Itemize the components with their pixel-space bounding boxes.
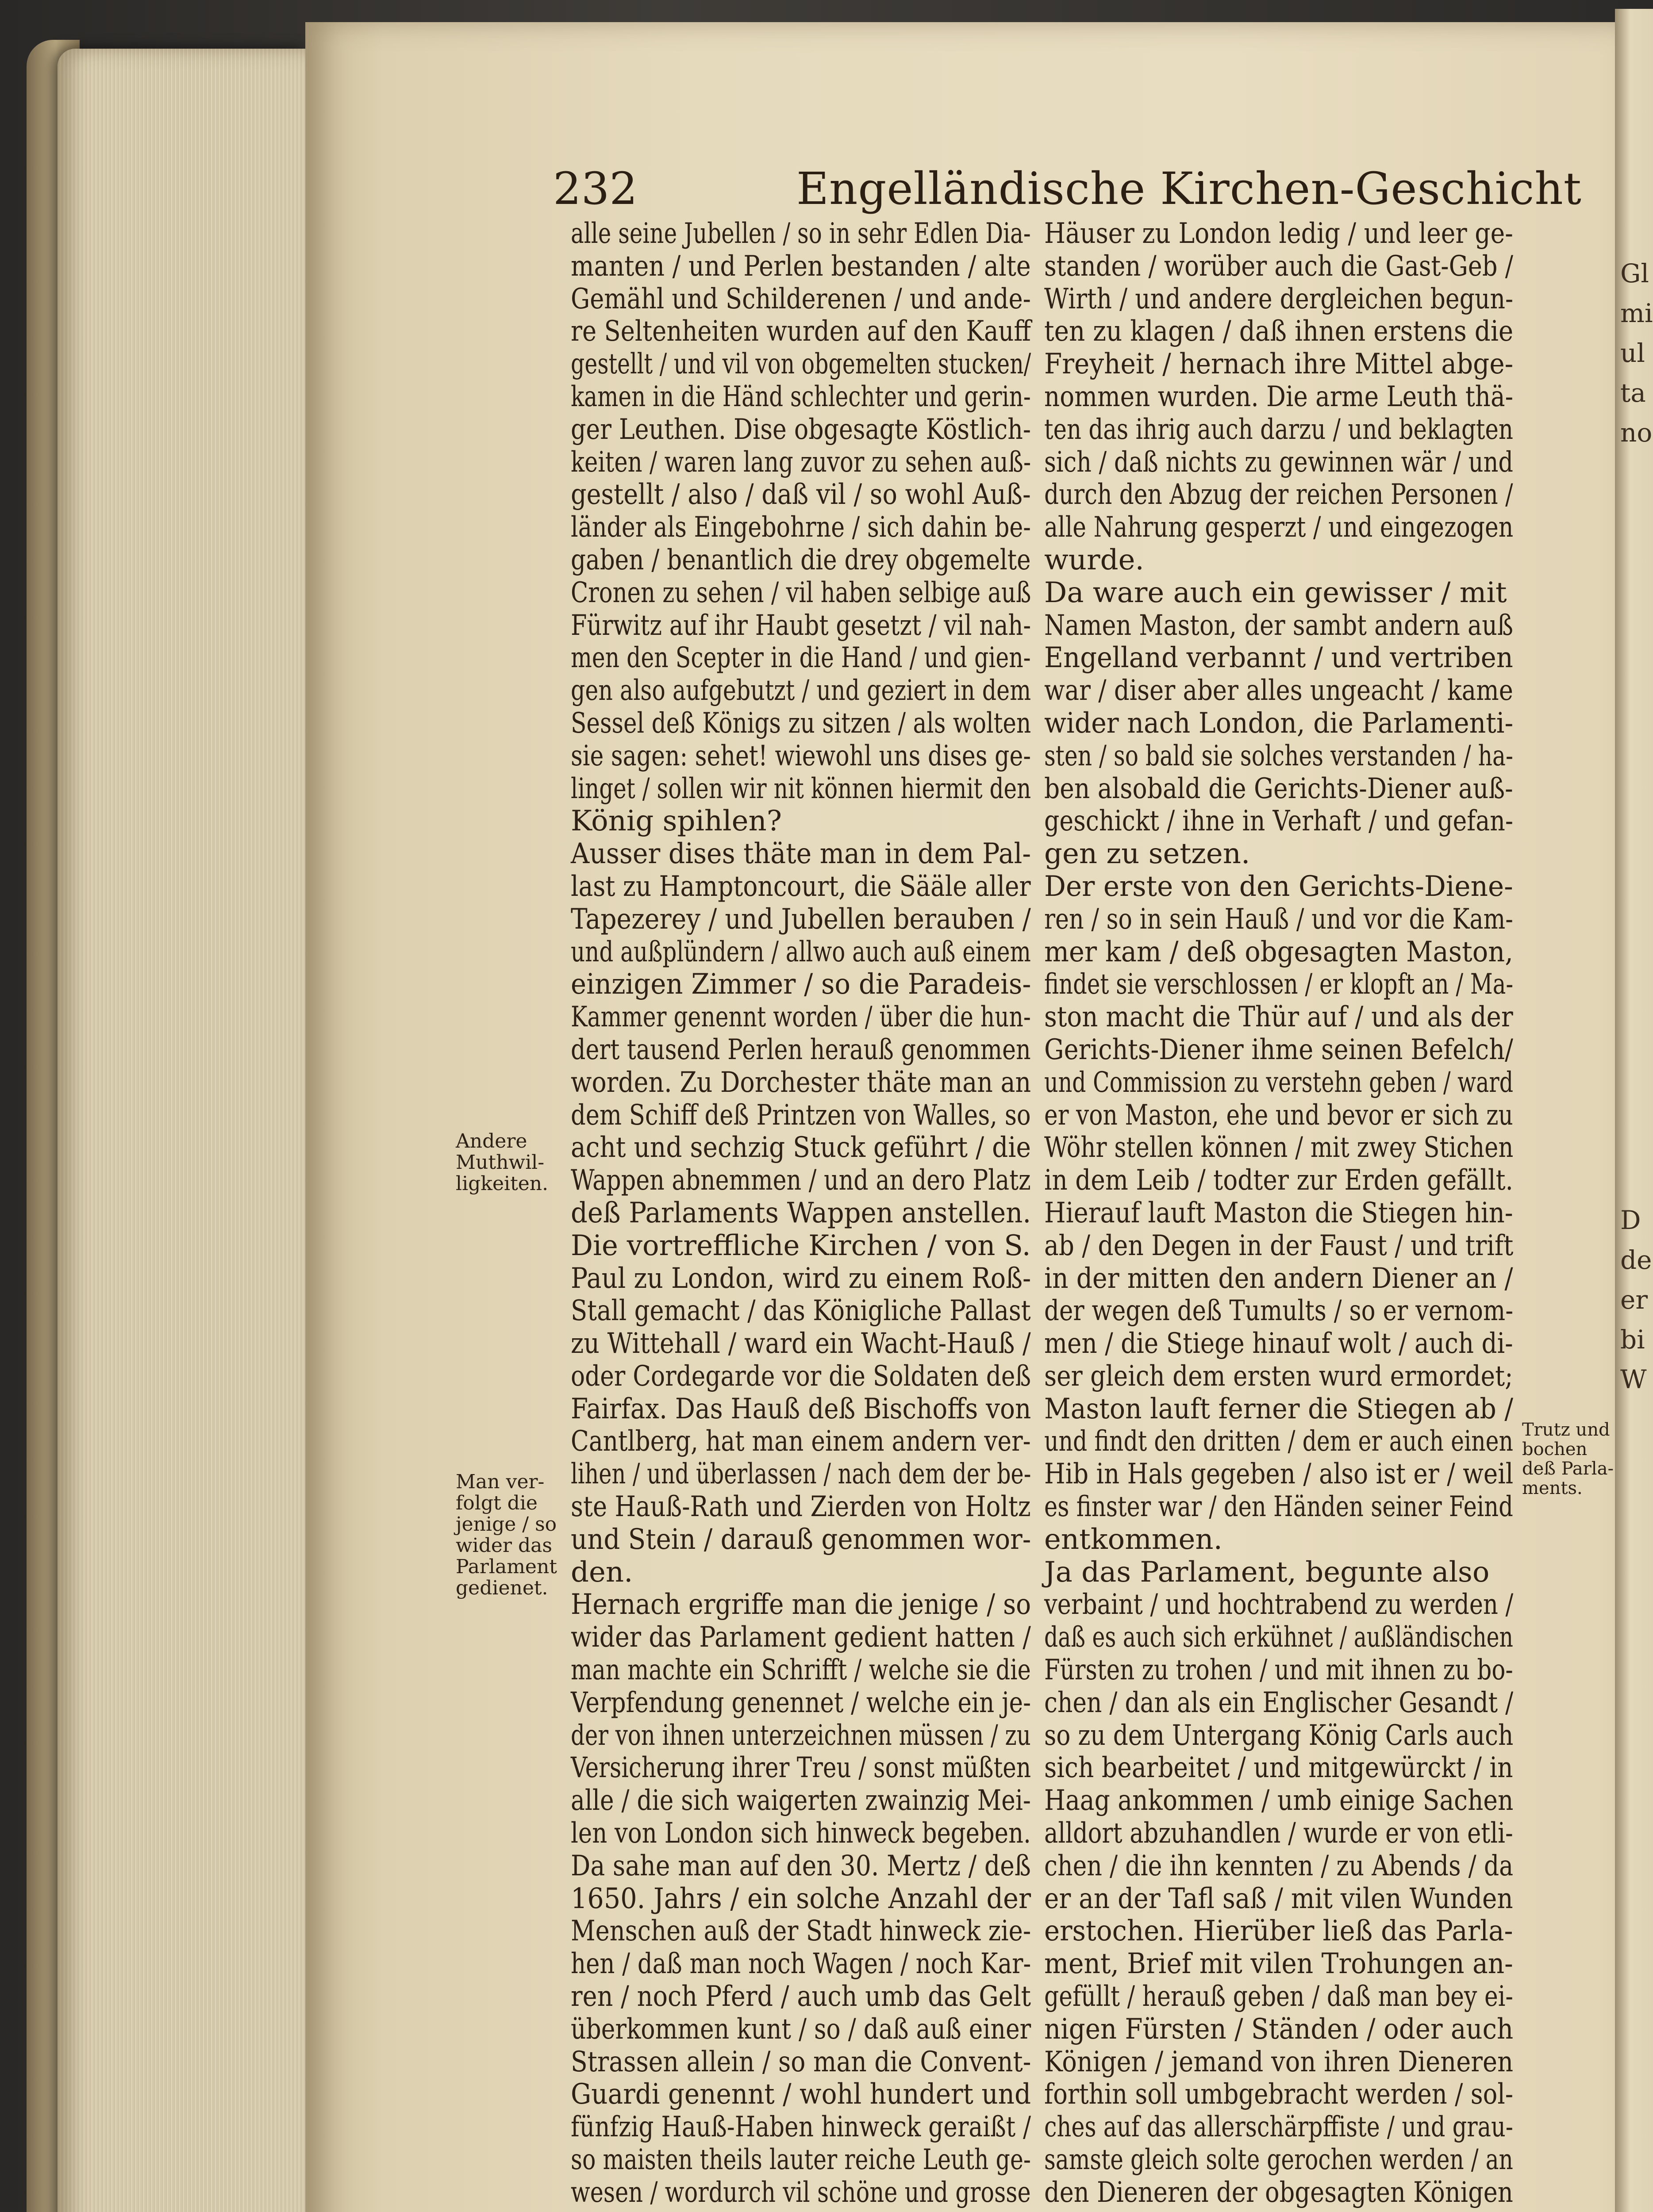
text-line: länder als Eingebohrne / sich dahin be- <box>571 511 1031 544</box>
text-line: ren / so in sein Hauß / und vor die Kam- <box>1044 902 1513 936</box>
next-page-edge <box>1615 9 1653 2212</box>
next-page-text-fragment: ul <box>1620 338 1645 368</box>
text-line: kamen in die Händ schlechter und gerin- <box>571 380 1031 413</box>
text-line: er an der Tafl saß / mit vilen Wunden <box>1044 1882 1513 1915</box>
text-line: findet sie verschlossen / er klopft an / Ma- <box>1044 968 1514 1001</box>
page-block-edges <box>58 49 305 2212</box>
text-line: Fürsten zu trohen / und mit ihnen zu bo- <box>1044 1654 1513 1687</box>
gloss-line: Parlament <box>456 1555 557 1578</box>
text-line: men / die Stiege hinauf wolt / auch di- <box>1044 1327 1513 1360</box>
next-page-text-fragment: W <box>1620 1364 1647 1394</box>
text-line: Wöhr stellen können / mit zwey Stichen <box>1044 1131 1514 1164</box>
next-page-text-fragment: de <box>1620 1245 1652 1275</box>
text-line: nommen wurden. Die arme Leuth thä- <box>1044 380 1514 413</box>
text-line: ment, Brief mit vilen Trohungen an- <box>1044 1947 1513 1981</box>
next-page-text-fragment: Gl <box>1620 258 1649 288</box>
text-line: alle / die sich waigerten zwainzig Mei- <box>571 1784 1031 1817</box>
text-line: ger Leuthen. Dise obgesagte Köstlich- <box>571 413 1031 446</box>
text-line: oder Cordegarde vor die Soldaten deß <box>571 1359 1031 1393</box>
text-line: gestellt / also / daß vil / so wohl Auß- <box>571 478 1031 511</box>
text-line: Engelland verbannt / und vertriben <box>1044 641 1513 675</box>
text-line: Namen Maston, der sambt andern auß <box>1044 609 1513 642</box>
running-title: Engelländische Kirchen-Geschicht <box>796 163 1582 215</box>
text-line: erstochen. Hierüber ließ das Parla- <box>1044 1915 1513 1948</box>
text-line: nigen Fürsten / Ständen / oder auch <box>1044 2012 1514 2046</box>
text-line: Ausser dises thäte man in dem Pal- <box>571 837 1031 871</box>
next-page-text-fragment: bi <box>1620 1325 1645 1355</box>
text-line: 1650. Jahrs / ein solche Anzahl der <box>571 1882 1031 1915</box>
text-line: gefüllt / herauß geben / daß man bey ei- <box>1044 1980 1513 2013</box>
text-line: der wegen deß Tumults / so er vernom- <box>1044 1294 1514 1328</box>
gloss-line: Man ver- <box>456 1471 545 1493</box>
gloss-line: folgt die <box>456 1492 538 1514</box>
text-line: wider das Parlament gedient hatten / <box>571 1621 1031 1654</box>
text-line: Haag ankommen / umb einige Sachen <box>1044 1784 1514 1817</box>
text-line: Gerichts-Diener ihme seinen Befelch/ <box>1044 1033 1513 1066</box>
gloss-line: gedienet. <box>456 1577 548 1599</box>
text-line: Guardi genennt / wohl hundert und <box>571 2078 1031 2111</box>
text-line: Versicherung ihrer Treu / sonst müßten <box>571 1751 1031 1785</box>
text-line: Fairfax. Das Hauß deß Bischoffs von <box>571 1392 1031 1425</box>
text-line: Da sahe man auf den 30. Mertz / deß <box>571 1849 1031 1882</box>
text-line: ches auf das allerschärpffiste / und grau- <box>1044 2111 1513 2144</box>
text-line: einzigen Zimmer / so die Paradeis- <box>571 968 1031 1001</box>
text-line: war / diser aber alles ungeacht / kame <box>1044 674 1513 707</box>
text-line: chen / die ihn kennten / zu Abends / da <box>1044 1849 1514 1882</box>
text-line: Hernach ergriffe man die jenige / so <box>571 1588 1031 1621</box>
text-line: dert tausend Perlen herauß genommen <box>571 1033 1031 1066</box>
text-line: men den Scepter in die Hand / und gien- <box>571 641 1031 675</box>
text-line: worden. Zu Dorchester thäte man an <box>571 1066 1031 1099</box>
gloss-line: bochen <box>1522 1439 1588 1459</box>
text-line: Wirth / und andere dergleichen begun- <box>1044 282 1514 315</box>
text-line: sie sagen: sehet! wiewohl uns dises ge- <box>571 739 1031 772</box>
text-line: und Commission zu verstehn geben / ward <box>1044 1066 1514 1099</box>
next-page-text-fragment: no <box>1620 418 1653 448</box>
text-line: last zu Hamptoncourt, die Sääle aller <box>571 870 1031 903</box>
text-line: Strassen allein / so man die Convent- <box>571 2045 1031 2078</box>
text-line: den Dieneren der obgesagten Königen <box>1044 2176 1513 2209</box>
text-line: Da ware auch ein gewisser / mit <box>1044 576 1507 609</box>
text-line: Der erste von den Gerichts-Diene- <box>1044 870 1513 903</box>
text-line: acht und sechzig Stuck geführt / die <box>571 1131 1031 1164</box>
text-line: daß es auch sich erkühnet / außländischen <box>1044 1621 1513 1654</box>
text-line: Cantlberg, hat man einem andern ver- <box>571 1425 1031 1458</box>
text-line: entkommen. <box>1044 1523 1222 1556</box>
text-line: Ja das Parlament, begunte also <box>1044 1555 1490 1589</box>
text-line: sich bearbeitet / und mitgewürckt / in <box>1044 1751 1513 1785</box>
text-line: der von ihnen unterzeichnen müssen / zu <box>571 1719 1031 1752</box>
right-text-column <box>1044 218 1518 2209</box>
page-number: 232 <box>553 163 638 215</box>
gloss-line: ments. <box>1522 1478 1583 1498</box>
text-line: wurde. <box>1044 543 1144 576</box>
text-line: ten zu klagen / daß ihnen erstens die <box>1044 315 1514 348</box>
text-line: ten das ihrig auch darzu / und beklagten <box>1044 413 1513 446</box>
gloss-line: ligkeiten. <box>456 1172 549 1195</box>
gloss-line: deß Parla- <box>1522 1459 1614 1479</box>
text-line: Wappen abnemmen / und an dero Platz <box>571 1164 1031 1197</box>
text-line: Häuser zu London ledig / und leer ge- <box>1044 217 1513 250</box>
text-line: sten / so bald sie solches verstanden / ha- <box>1044 739 1513 772</box>
text-line: samste gleich solte gerochen werden / an <box>1044 2143 1513 2177</box>
text-line: Die vortreffliche Kirchen / von S. <box>571 1229 1031 1262</box>
text-line: re Seltenheiten wurden auf den Kauff <box>571 315 1031 348</box>
text-line: Hierauf lauft Maston die Stiegen hin- <box>1044 1196 1513 1229</box>
text-line: ser gleich dem ersten wurd ermordet; <box>1044 1359 1513 1393</box>
text-line: chen / dan als ein Englischer Gesandt / <box>1044 1686 1514 1719</box>
text-line: Sessel deß Königs zu sitzen / als wolten <box>571 707 1031 740</box>
text-line: in dem Leib / todter zur Erden gefällt. <box>1044 1164 1513 1197</box>
gloss-line: Trutz und <box>1522 1420 1610 1440</box>
gloss-line: wider das <box>456 1534 552 1557</box>
text-line: man machte ein Schrifft / welche sie die <box>571 1654 1031 1687</box>
text-line: ab / den Degen in der Faust / und trift <box>1044 1229 1514 1262</box>
text-line: standen / worüber auch die Gast-Geb / <box>1044 250 1513 283</box>
text-line: alle Nahrung gesperzt / und eingezogen <box>1044 511 1514 544</box>
text-line: so maisten theils lauter reiche Leuth ge- <box>571 2143 1031 2177</box>
text-line: alle seine Jubellen / so in sehr Edlen Dia- <box>571 217 1031 250</box>
margin-gloss-man-verfolgt <box>456 1471 557 1599</box>
text-line: ren / noch Pferd / auch umb das Gelt <box>571 1980 1031 2013</box>
text-line: wesen / wordurch vil schöne und grosse <box>571 2176 1031 2209</box>
text-line: Tapezerey / und Jubellen berauben / <box>571 902 1031 936</box>
text-line: er von Maston, ehe und bevor er sich zu <box>1044 1098 1513 1132</box>
text-line: manten / und Perlen bestanden / alte <box>571 250 1031 283</box>
text-line: gestellt / und vil von obgemelten stucken/ <box>571 348 1031 381</box>
left-text-column <box>571 218 1035 2209</box>
text-line: gen also aufgebutzt / und geziert in dem <box>571 674 1031 707</box>
text-line: ston macht die Thür auf / und als der <box>1044 1001 1513 1034</box>
text-line: Stall gemacht / das Königliche Pallast <box>571 1294 1031 1328</box>
text-line: keiten / waren lang zuvor zu sehen auß- <box>571 445 1031 479</box>
next-page-text-fragment: D <box>1620 1205 1641 1235</box>
text-line: durch den Abzug der reichen Personen / <box>1044 478 1513 511</box>
text-line: Verpfendung genennet / welche ein je- <box>571 1686 1031 1719</box>
text-line: in der mitten den andern Diener an / <box>1044 1262 1513 1295</box>
margin-gloss-trutz-und-bochen <box>1522 1420 1614 1498</box>
text-line: Freyheit / hernach ihre Mittel abge- <box>1044 348 1514 381</box>
text-line: dem Schiff deß Printzen von Walles, so <box>571 1098 1031 1132</box>
text-line: gaben / benantlich die drey obgemelte <box>571 543 1031 576</box>
text-line: mer kam / deß obgesagten Maston, <box>1044 935 1514 968</box>
text-line: Kammer genennt worden / über die hun- <box>571 1001 1031 1034</box>
text-line: und findt den dritten / dem er auch einen <box>1044 1425 1514 1458</box>
text-line: ste Hauß-Rath und Zierden von Holtz <box>571 1490 1031 1524</box>
gloss-line: Muthwil- <box>456 1151 545 1174</box>
gloss-line: Andere <box>456 1130 527 1152</box>
text-line: den. <box>571 1555 633 1589</box>
text-line: wider nach London, die Parlamenti- <box>1044 707 1514 740</box>
text-line: Königen / jemand von ihren Dieneren <box>1044 2045 1514 2078</box>
text-line: zu Wittehall / ward ein Wacht-Hauß / <box>571 1327 1031 1360</box>
text-line: es finster war / den Händen seiner Feind <box>1044 1490 1513 1524</box>
text-line: sich / daß nichts zu gewinnen wär / und <box>1044 445 1513 479</box>
text-line: hen / daß man noch Wagen / noch Kar- <box>571 1947 1031 1981</box>
next-page-text-fragment: mi <box>1620 298 1653 328</box>
text-line: überkommen kunt / so / daß auß einer <box>571 2012 1031 2046</box>
text-line: Hib in Hals gegeben / also ist er / weil <box>1044 1458 1514 1491</box>
next-page-text-fragment: er <box>1620 1285 1648 1315</box>
text-line: Fürwitz auf ihr Haubt gesetzt / vil nah- <box>571 609 1031 642</box>
text-line: len von London sich hinweck begeben. <box>571 1817 1031 1850</box>
text-line: forthin soll umbgebracht werden / sol- <box>1044 2078 1514 2111</box>
margin-gloss-andere-muthwilligkeiten <box>456 1131 548 1194</box>
text-line: so zu dem Untergang König Carls auch <box>1044 1719 1514 1752</box>
text-line: alldort abzuhandlen / wurde er von etli- <box>1044 1817 1513 1850</box>
next-page-text-fragment: ta <box>1620 378 1646 408</box>
text-line: Cronen zu sehen / vil haben selbige auß <box>571 576 1031 609</box>
text-line: Paul zu London, wird zu einem Roß- <box>571 1262 1031 1295</box>
text-line: lihen / und überlassen / nach dem der be- <box>571 1458 1031 1491</box>
text-line: Maston lauft ferner die Stiegen ab / <box>1044 1392 1514 1425</box>
text-line: und Stein / darauß genommen wor- <box>571 1523 1031 1556</box>
text-line: gen zu setzen. <box>1044 837 1250 871</box>
text-line: geschickt / ihne in Verhaft / und gefan- <box>1044 805 1514 838</box>
text-line: fünfzig Hauß-Haben hinweck geraißt / <box>571 2111 1031 2144</box>
gloss-line: jenige / so <box>456 1513 557 1536</box>
text-line: Gemähl und Schilderenen / und ande- <box>571 282 1031 315</box>
text-line: und außplündern / allwo auch auß einem <box>571 935 1031 968</box>
text-line: König spihlen? <box>571 805 782 838</box>
text-line: deß Parlaments Wappen anstellen. <box>571 1196 1031 1229</box>
text-line: linget / sollen wir nit können hiermit den <box>571 772 1031 805</box>
text-line: ben alsobald die Gerichts-Diener auß- <box>1044 772 1513 805</box>
text-line: verbaint / und hochtrabend zu werden / <box>1044 1588 1514 1621</box>
text-line: Menschen auß der Stadt hinweck zie- <box>571 1915 1031 1948</box>
